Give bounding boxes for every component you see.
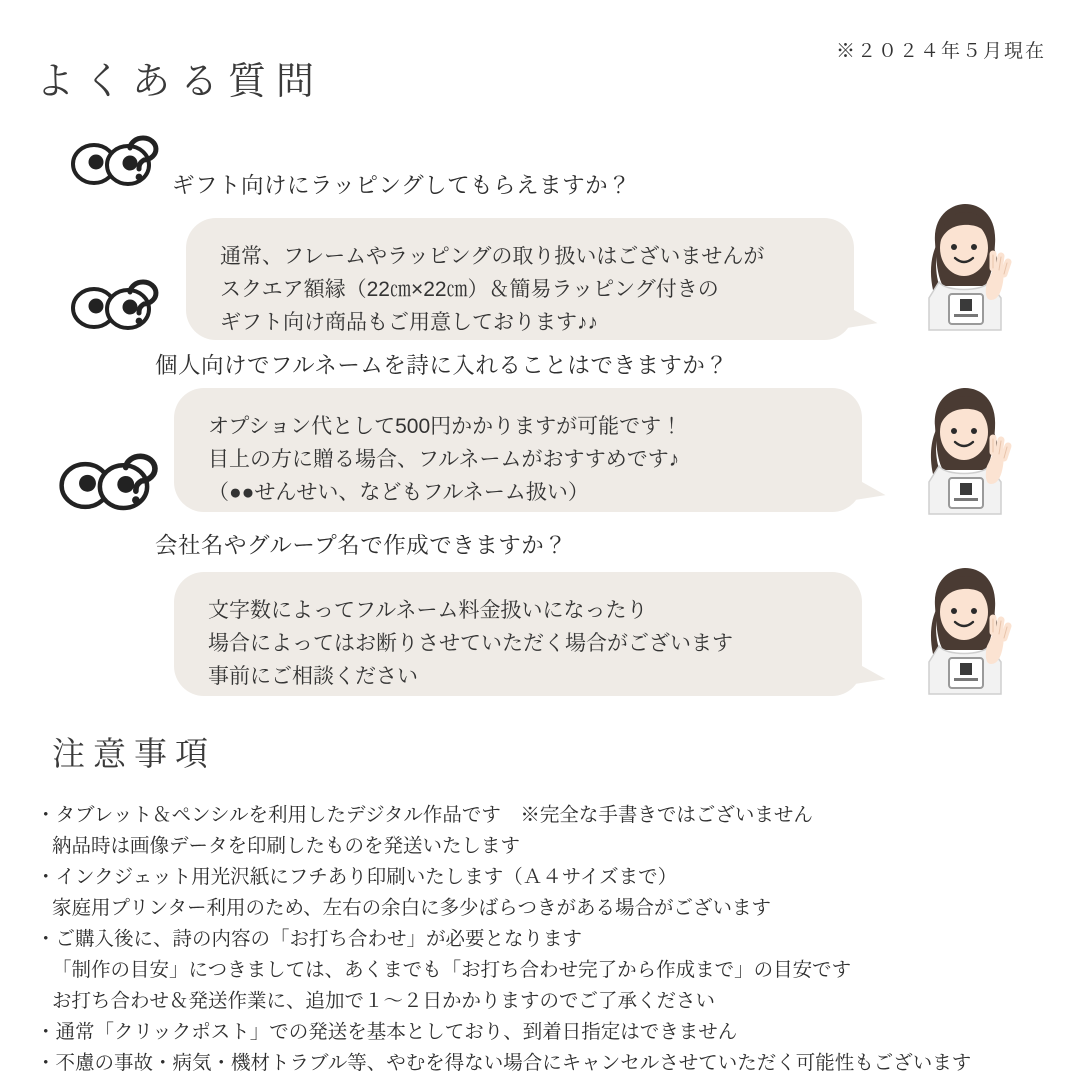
question-eyes-icon: [68, 128, 164, 192]
question-text-1: ギフト向けにラッピングしてもらえますか？: [172, 173, 632, 198]
woman-avatar-icon: [905, 382, 1015, 517]
note-main: ・ご購入後に、詩の内容の「お打ち合わせ」が必要となります: [36, 928, 583, 950]
answer-line: オプション代として500円かかりますが可能です！: [208, 415, 683, 438]
notes-title: 注意事項: [52, 737, 216, 773]
answer-line: （●●せんせい、などもフルネーム扱い）: [208, 481, 589, 504]
list-item: [36, 1048, 1046, 1079]
woman-avatar-icon: [905, 562, 1015, 697]
note-main: ・タブレット＆ペンシルを利用したデジタル作品です ※完全な手書きではございません: [36, 804, 813, 826]
answer-line: スクエア額縁（22㎝×22㎝）＆簡易ラッピング付きの: [220, 278, 719, 301]
bubble-tail: [830, 299, 880, 337]
note-sub: 納品時は画像データを印刷したものを発送いたします: [52, 835, 521, 857]
answer-bubble-1: [186, 218, 854, 340]
note-main: ・通常「クリックポスト」での発送を基本としており、到着日指定はできません: [36, 1021, 738, 1043]
notes-list: [36, 800, 1046, 1079]
answer-line: 事前にご相談ください: [208, 665, 418, 688]
woman-avatar-icon: [905, 198, 1015, 333]
list-item: [36, 862, 1046, 924]
note-sub: 「制作の目安」につきましては、あくまでも「お打ち合わせ完了から作成まで」の目安です: [52, 959, 852, 981]
question-text-2: 個人向けでフルネームを詩に入れることはできますか？: [155, 353, 729, 378]
answer-bubble-2: [174, 388, 862, 512]
question-eyes-icon: [68, 272, 164, 336]
answer-line: ギフト向け商品もご用意しております♪♪: [220, 311, 598, 334]
question-eyes-icon: [55, 445, 151, 509]
note-sub: お打ち合わせ＆発送作業に、追加で１～２日かかりますのでご了承ください: [52, 990, 716, 1012]
question-text-3: 会社名やグループ名で作成できますか？: [155, 533, 568, 558]
answer-line: 目上の方に贈る場合、フルネームがおすすめです♪: [208, 448, 680, 471]
answer-line: 文字数によってフルネーム料金扱いになったり: [208, 599, 648, 622]
answer-bubble-3: [174, 572, 862, 696]
page-title: よくある質問: [36, 61, 325, 103]
note-main: ・インクジェット用光沢紙にフチあり印刷いたします（Ａ４サイズまで）: [36, 866, 678, 888]
bubble-tail: [838, 655, 888, 693]
date-note: ※２０２４年５月現在: [835, 41, 1046, 62]
note-sub: 家庭用プリンター利用のため、左右の余白に多少ばらつきがある場合がございます: [52, 897, 771, 919]
bubble-tail: [838, 471, 888, 509]
note-main: ・不慮の事故・病気・機材トラブル等、やむを得ない場合にキャンセルさせていただく可能性もございます: [36, 1052, 972, 1074]
list-item: [36, 924, 1046, 1017]
answer-line: 通常、フレームやラッピングの取り扱いはございませんが: [220, 245, 765, 268]
answer-line: 場合によってはお断りさせていただく場合がございます: [208, 632, 733, 655]
list-item: [36, 800, 1046, 862]
list-item: [36, 1017, 1046, 1048]
